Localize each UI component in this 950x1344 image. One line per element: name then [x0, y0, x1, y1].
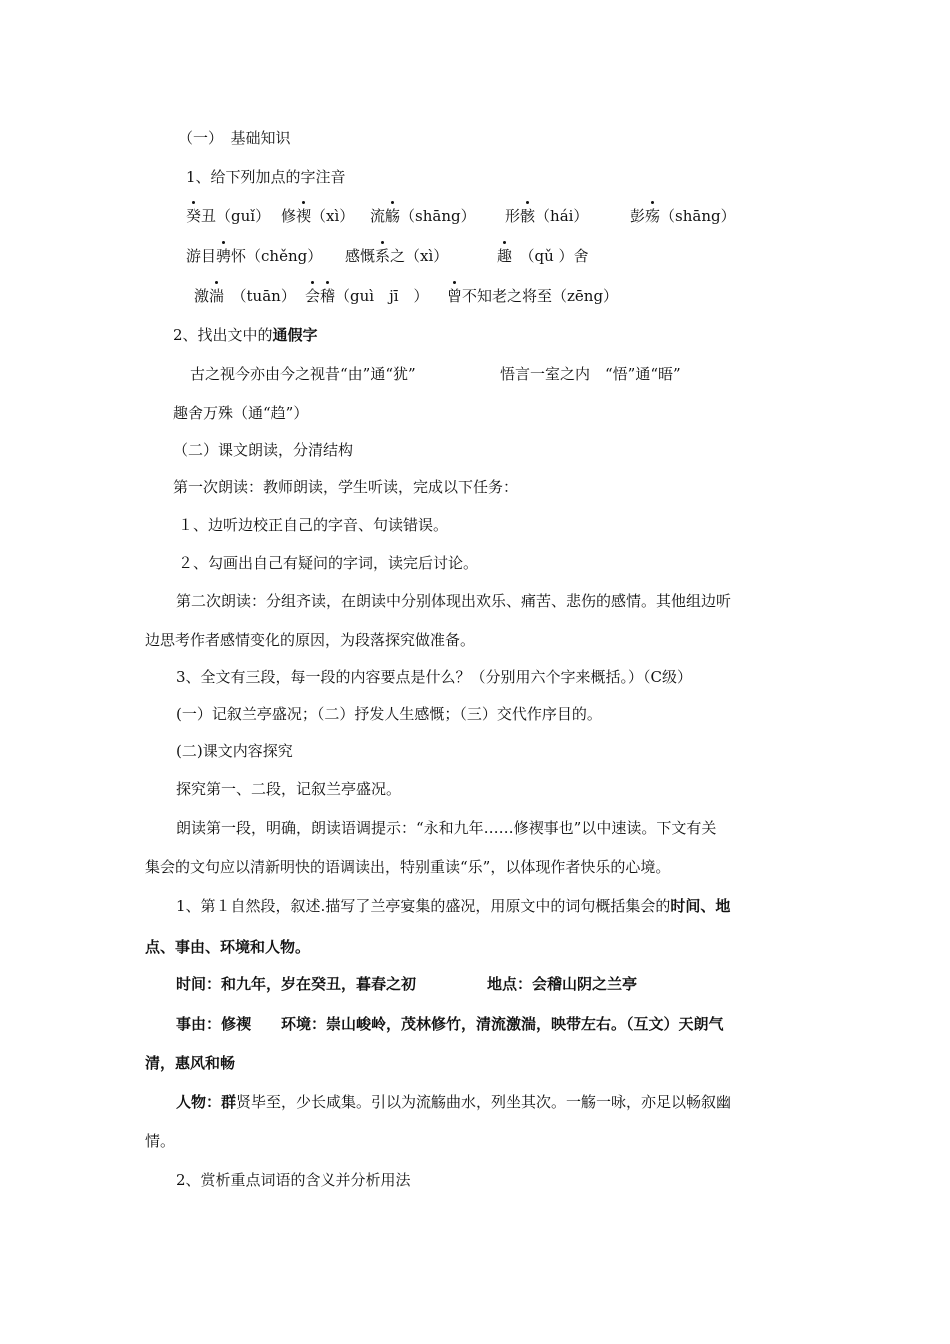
task-item: １、边听边校正自己的字音、句读错误。 — [178, 516, 449, 534]
question-tongjia: 2、找出文中的通假字 — [173, 326, 318, 344]
section-heading-explore: (二)课文内容探究 — [176, 742, 293, 760]
second-reading-line: 第二次朗读：分组齐读，在朗读中分别体现出欢乐、痛苦、悲伤的感情。其他组边听 — [176, 592, 732, 610]
paragraph-one-question-cont: 点、事由、环境和人物。 — [145, 938, 311, 956]
pinyin-item: 激湍 （tuān） — [194, 287, 296, 305]
question-paragraphs: 3、全文有三段，每一段的内容要点是什么？（分别用六个字来概括。）（C级） — [176, 668, 693, 686]
pinyin-item: 感慨系之（xì） — [345, 247, 449, 265]
pinyin-item: 流觞（shāng） — [370, 207, 476, 225]
reading-tip-line: 朗读第一段，明确，朗读语调提示：“永和九年……修禊事也”以中速读。下文有关 — [176, 819, 717, 837]
answer-event-cont: 清，惠风和畅 — [145, 1054, 236, 1072]
paragraph-one-question: 1、第１自然段，叙述.描写了兰亭宴集的盛况，用原文中的词句概括集会的时间、地 — [176, 897, 731, 915]
explore-line: 探究第一、二段，记叙兰亭盛况。 — [176, 780, 402, 798]
section-heading-basics: （一） 基础知识 — [178, 129, 291, 147]
pinyin-item: 会稽（guì jī ） — [305, 287, 429, 305]
pinyin-item: 癸丑（guǐ） — [186, 207, 271, 225]
question-pinyin: 1、给下列加点的字注音 — [186, 168, 346, 186]
tongjia-example: 古之视今亦由今之视昔“由”通“犹” — [190, 365, 416, 383]
pinyin-item: 曾不知老之将至（zēng） — [447, 287, 619, 305]
answer-place: 地点：会稽山阴之兰亭 — [487, 975, 638, 993]
paragraphs-answer: (一）记叙兰亭盛况；（二）抒发人生感慨；（三）交代作序目的。 — [176, 705, 602, 723]
pinyin-item: 游目骋怀（chěng） — [186, 247, 323, 265]
answer-people: 人物：群贤毕至，少长咸集。引以为流觞曲水，列坐其次。一觞一咏，亦足以畅叙幽 — [176, 1093, 732, 1111]
answer-event: 事由：修禊 环境：崇山峻岭，茂林修竹，清流激湍，映带左右。（互文）天朗气 — [176, 1015, 724, 1033]
reading-tip-line: 集会的文句应以清新明快的语调读出，特别重读“乐”，以体现作者快乐的心境。 — [145, 858, 671, 876]
task-item: ２、勾画出自己有疑问的字词，读完后讨论。 — [178, 554, 479, 572]
pinyin-item: 修禊（xì） — [281, 207, 355, 225]
tongjia-example: 悟言一室之内 “悟”通“晤” — [500, 365, 681, 383]
second-reading-line: 边思考作者感情变化的原因，为段落探究做准备。 — [145, 631, 476, 649]
answer-people-cont: 情。 — [145, 1132, 176, 1150]
question-words: 2、赏析重点词语的含义并分析用法 — [176, 1171, 411, 1189]
pinyin-item: 趣 （qǔ ）舍 — [497, 247, 589, 265]
pinyin-item: 彭殇（shāng） — [630, 207, 736, 225]
section-heading-reading: （二）课文朗读，分清结构 — [173, 441, 354, 459]
answer-time: 时间：和九年，岁在癸丑，暮春之初 — [176, 975, 417, 993]
first-reading: 第一次朗读：教师朗读，学生听读，完成以下任务： — [173, 478, 519, 496]
tongjia-example: 趣舍万殊（通“趋”） — [173, 404, 309, 422]
pinyin-item: 形骸（hái） — [505, 207, 589, 225]
